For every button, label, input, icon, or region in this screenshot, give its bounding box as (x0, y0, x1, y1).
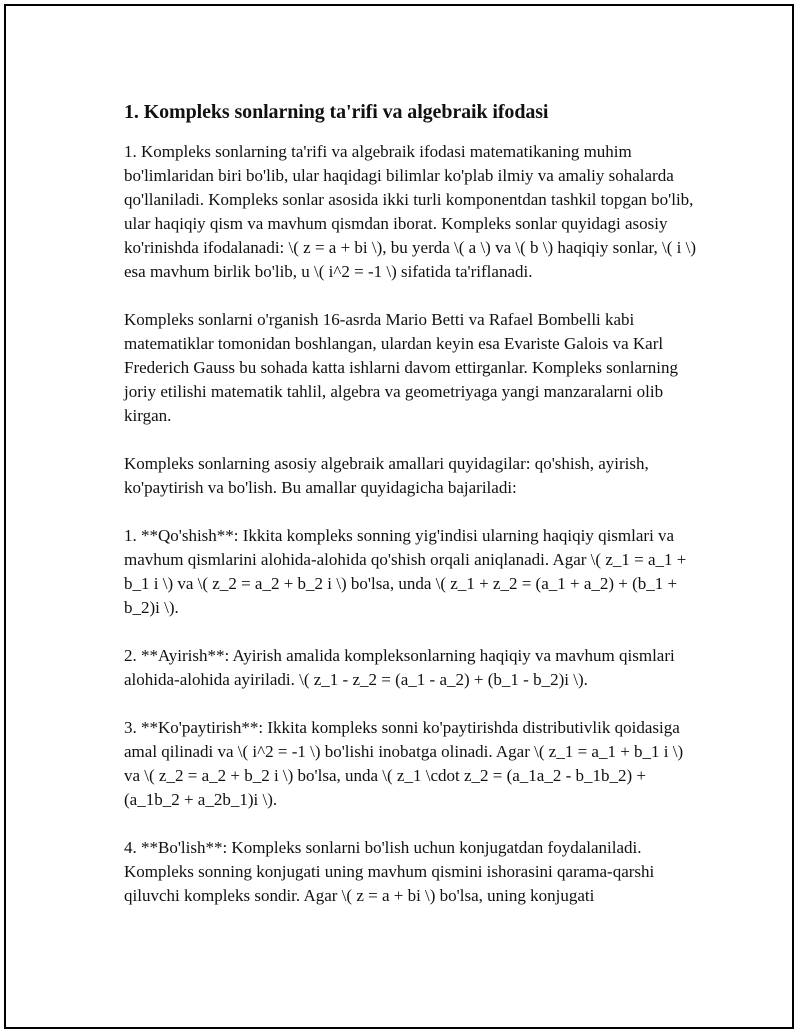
paragraph-history: Kompleks sonlarni o'rganish 16-asrda Mario Betti va Rafael Bombelli kabi matematiklar tomonidan boshlangan, ulardan keyin esa Evariste Galois va Karl Frederich Gauss bu sohada katta ishlarni davom ettirganlar. Kompleks sonlarning joriy etilishi matematik tahlil, algebra va geometriyaga yangi manzaralarni olib kirgan. (124, 310, 678, 425)
section-heading: 1. Kompleks sonlarning ta'rifi va algebraik ifodasi (124, 101, 549, 123)
paragraph-addition: 1. **Qo'shish**: Ikkita kompleks sonning yig'indisi ularning haqiqiy qismlari va mavhum qismlarini alohida-alohida qo'shish orqali aniqlanadi. Agar \( z_1 = a_1 + b_1 i \) va \( z_2 = a_2 + b_2 i \) bo'lsa, unda \( z_1 + z_2 = (a_1 + a_2) + (b_1 + b_2)i \). (124, 526, 687, 617)
paragraph-definition: 1. Kompleks sonlarning ta'rifi va algebraik ifodasi matematikaning muhim bo'limlaridan biri bo'lib, ular haqidagi bilimlar ko'plab ilmiy va amaliy sohalarda qo'llaniladi. Kompleks sonlar asosida ikki turli komponentdan tashkil topgan bo'lib, ular haqiqiy qism va mavhum qismdan iborat. Kompleks sonlar quyidagi asosiy ko'rinishda ifodalanadi: \( z = a + bi \), bu yerda \( a \) va \( b \) haqiqiy sonlar, \( i \) esa mavhum birlik bo'lib, u \( i^2 = -1 \) sifatida ta'riflanadi. (124, 142, 697, 281)
document-body (124, 98, 696, 932)
paragraph-division: 4. **Bo'lish**: Kompleks sonlarni bo'lish uchun konjugatdan foydalaniladi. Kompleks sonning konjugati uning mavhum qismini ishorasini qarama-qarshi qiluvchi kompleks sondir. Agar \( z = a + bi \) bo'lsa, uning konjugati (124, 838, 655, 905)
paragraph-operations-intro: Kompleks sonlarning asosiy algebraik amallari quyidagilar: qo'shish, ayirish, ko'paytirish va bo'lish. Bu amallar quyidagicha bajariladi: (124, 454, 649, 497)
page-frame (4, 4, 794, 1029)
paragraph-subtraction: 2. **Ayirish**: Ayirish amalida kompleksonlarning haqiqiy va mavhum qismlari alohida-alohida ayiriladi. \( z_1 - z_2 = (a_1 - a_2) + (b_1 - b_2)i \). (124, 646, 675, 689)
paragraph-multiplication: 3. **Ko'paytirish**: Ikkita kompleks sonni ko'paytirishda distributivlik qoidasiga amal qilinadi va \( i^2 = -1 \) bo'lishi inobatga olinadi. Agar \( z_1 = a_1 + b_1 i \) va \( z_2 = a_2 + b_2 i \) bo'lsa, unda \( z_1 \cdot z_2 = (a_1a_2 - b_1b_2) + (a_1b_2 + a_2b_1)i \). (124, 718, 684, 809)
